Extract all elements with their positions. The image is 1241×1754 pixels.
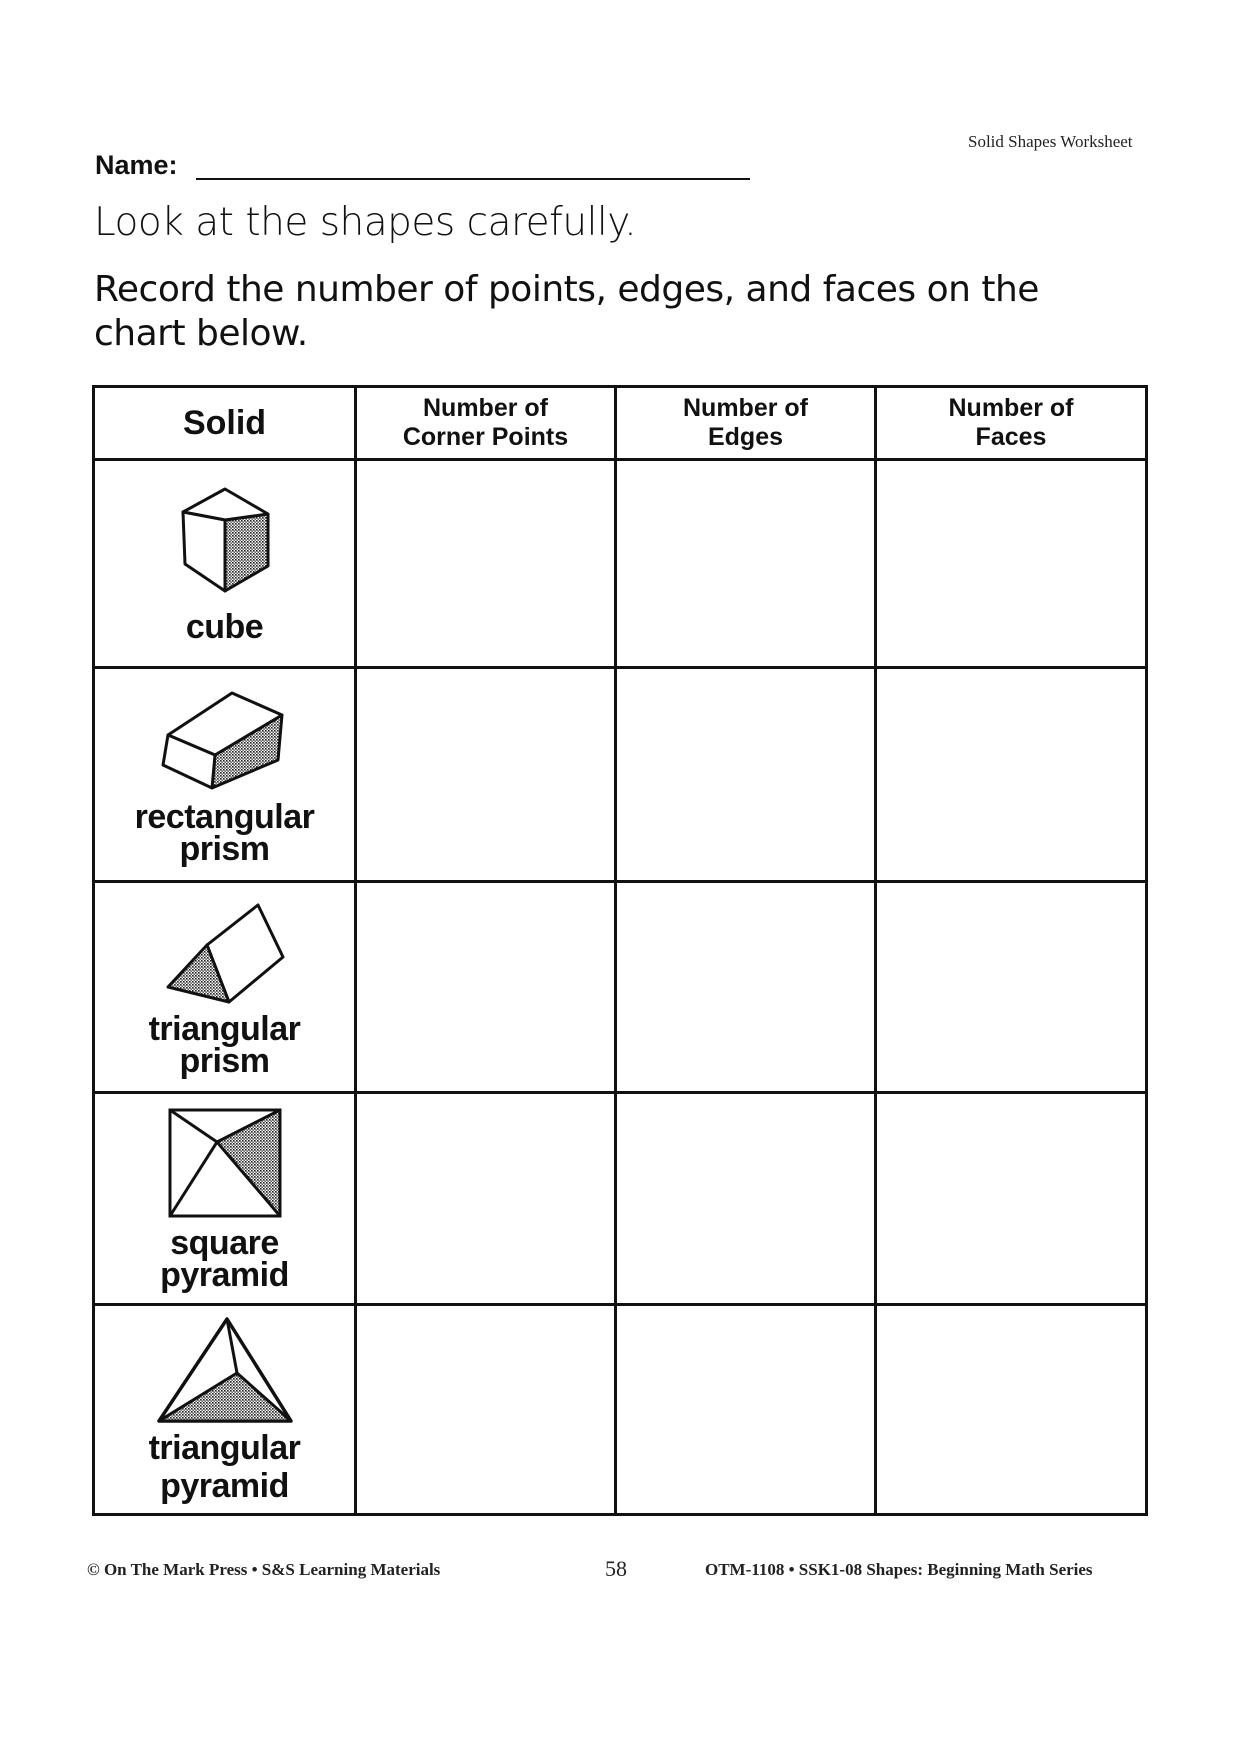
- table-row: [94, 460, 1147, 668]
- solid-name-line: square: [170, 1223, 279, 1262]
- faces-cell[interactable]: [876, 1305, 1147, 1515]
- header-text: Number of: [423, 394, 548, 422]
- column-header-faces: [876, 387, 1147, 460]
- solid-name-line: triangular: [148, 1428, 301, 1467]
- triangular-prism-icon: [165, 897, 285, 1007]
- table-row: [94, 1093, 1147, 1305]
- solid-name-line: pyramid: [160, 1466, 289, 1505]
- corner-points-cell[interactable]: [356, 460, 616, 668]
- corner-points-cell[interactable]: [356, 1305, 616, 1515]
- column-header-corner-points: [356, 387, 616, 460]
- chart-header-row: [94, 387, 1147, 460]
- faces-cell[interactable]: [876, 882, 1147, 1093]
- solid-name-rectangular-prism: [95, 797, 354, 868]
- instruction-line-1: Look at the shapes carefully.: [94, 200, 637, 245]
- faces-cell[interactable]: [876, 460, 1147, 668]
- instruction-line-2: Record the number of points, edges, and faces on the chart below.: [94, 269, 1039, 354]
- edges-cell[interactable]: [616, 668, 876, 882]
- solid-name-line: triangular: [148, 1010, 301, 1048]
- cube-icon: [175, 484, 275, 599]
- solid-name-line: rectangular: [134, 797, 315, 836]
- edges-cell[interactable]: [616, 1093, 876, 1305]
- solid-name-triangular-prism: [95, 1010, 354, 1080]
- faces-cell[interactable]: [876, 1093, 1147, 1305]
- solid-cell-cube: [94, 460, 356, 668]
- header-text: Corner Points: [402, 423, 569, 451]
- header-text: Number of: [683, 394, 808, 422]
- edges-cell[interactable]: [616, 1305, 876, 1515]
- edges-cell[interactable]: [616, 882, 876, 1093]
- corner-points-cell[interactable]: [356, 882, 616, 1093]
- table-row: [94, 668, 1147, 882]
- rectangular-prism-icon: [160, 685, 290, 795]
- faces-cell[interactable]: [876, 668, 1147, 882]
- corner-points-cell[interactable]: [356, 668, 616, 882]
- solid-name-cube: [95, 608, 354, 646]
- solid-cell-square-pyramid: [94, 1093, 356, 1305]
- column-header-edges: [616, 387, 876, 460]
- header-text: Edges: [707, 423, 784, 451]
- solid-name-line: prism: [179, 829, 270, 868]
- triangular-pyramid-icon: [155, 1315, 295, 1425]
- page-number: 58: [605, 1556, 627, 1581]
- solid-name-triangular-pyramid: [95, 1429, 354, 1505]
- table-row: [94, 882, 1147, 1093]
- worksheet-title: Solid Shapes Worksheet: [968, 132, 1133, 151]
- solid-name-line: prism: [179, 1042, 270, 1080]
- square-pyramid-icon: [167, 1107, 283, 1219]
- solid-cell-triangular-pyramid: [94, 1305, 356, 1515]
- footer-series: OTM-1108 • SSK1-08 Shapes: Beginning Math Series: [705, 1560, 1093, 1579]
- table-row: [94, 1305, 1147, 1515]
- corner-points-cell[interactable]: [356, 1093, 616, 1305]
- solid-cell-triangular-prism: [94, 882, 356, 1093]
- header-text: Solid: [182, 403, 267, 442]
- solid-name-square-pyramid: [95, 1223, 354, 1294]
- edges-cell[interactable]: [616, 460, 876, 668]
- column-header-solid: [94, 387, 356, 460]
- footer-copyright: © On The Mark Press • S&S Learning Materials: [87, 1560, 441, 1579]
- solid-name-line: cube: [185, 608, 264, 646]
- header-text: Number of: [948, 394, 1074, 422]
- solid-cell-rectangular-prism: [94, 668, 356, 882]
- name-label: Name:: [95, 150, 178, 180]
- solids-chart: [92, 385, 1148, 1516]
- solid-name-line: pyramid: [160, 1255, 289, 1294]
- name-input-line[interactable]: [196, 178, 750, 180]
- header-text: Faces: [975, 423, 1047, 451]
